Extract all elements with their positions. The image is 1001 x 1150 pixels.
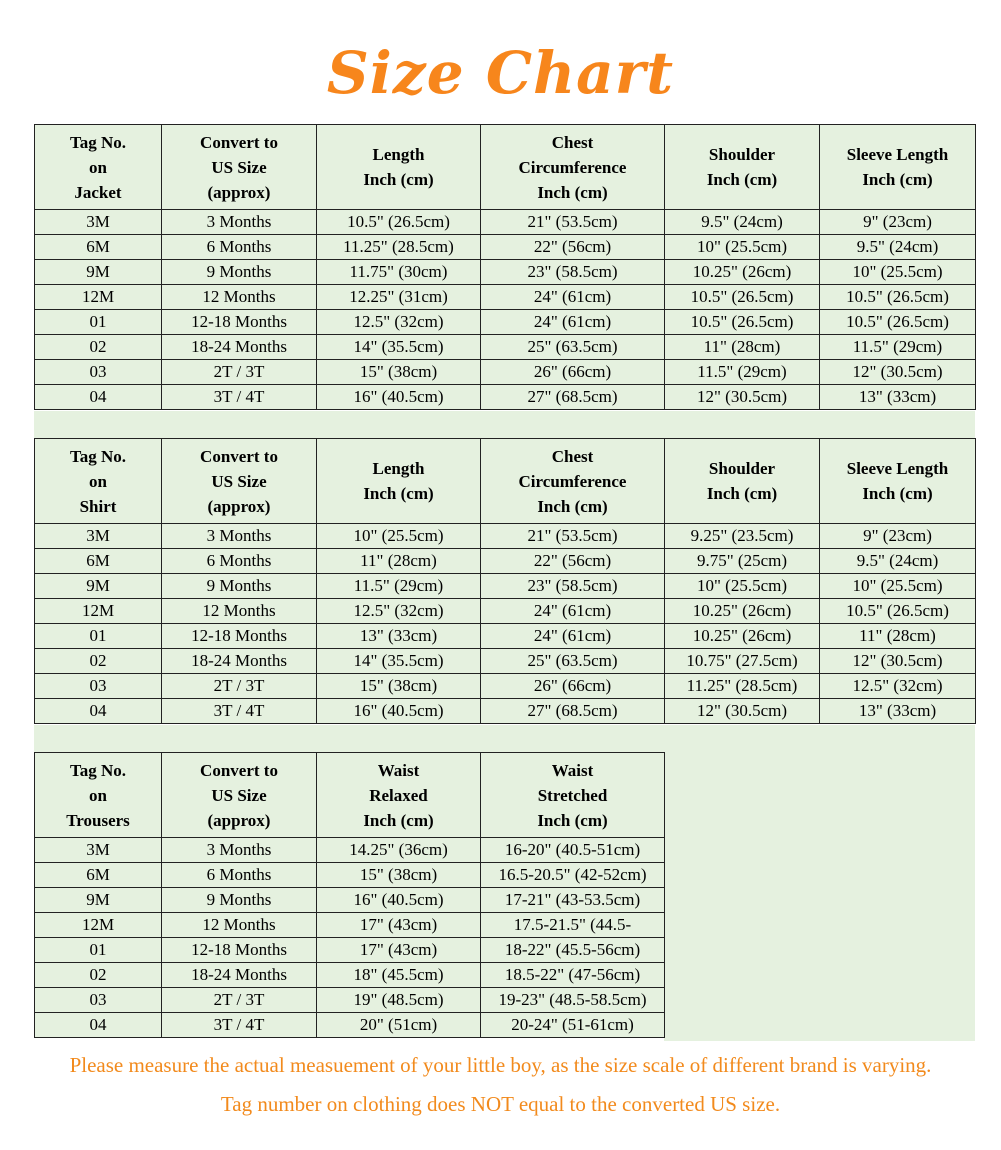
- header-line: Jacket: [74, 182, 122, 202]
- table-cell: 12.5" (32cm): [317, 599, 481, 624]
- table-cell: 11.5" (29cm): [665, 360, 820, 385]
- table-cell: 10.25" (26cm): [665, 599, 820, 624]
- table-cell: 9M: [35, 260, 162, 285]
- table-cell: 15" (38cm): [317, 863, 481, 888]
- table-row: [35, 888, 665, 913]
- header-line: on: [89, 471, 107, 491]
- table-row: [35, 385, 976, 410]
- table-row: [35, 699, 976, 724]
- table-cell: 9.5" (24cm): [820, 549, 976, 574]
- table-cell: 9.25" (23.5cm): [665, 524, 820, 549]
- column-header: [35, 439, 162, 524]
- header-line: (approx): [207, 182, 271, 202]
- table-cell: 12" (30.5cm): [820, 360, 976, 385]
- header-line: Tag No.: [69, 760, 127, 780]
- table-cell: 9 Months: [162, 574, 317, 599]
- table-row: [35, 963, 665, 988]
- column-header: [481, 753, 665, 838]
- column-header: [162, 125, 317, 210]
- trousers-size-table: [34, 752, 665, 1038]
- table-cell: 11" (28cm): [665, 335, 820, 360]
- column-header: [317, 439, 481, 524]
- table-cell: 18.5-22" (47-56cm): [481, 963, 665, 988]
- table-cell: 11" (28cm): [317, 549, 481, 574]
- header-line: Trousers: [66, 810, 130, 830]
- table-cell: 13" (33cm): [820, 699, 976, 724]
- table-cell: 16" (40.5cm): [317, 888, 481, 913]
- table-cell: 17" (43cm): [317, 913, 481, 938]
- table-cell: 02: [35, 649, 162, 674]
- header-line: Inch (cm): [363, 484, 434, 503]
- table-spacer: [664, 752, 975, 1041]
- table-cell: 11.5" (29cm): [820, 335, 976, 360]
- table-cell: 6M: [35, 863, 162, 888]
- table-cell: 9.5" (24cm): [665, 210, 820, 235]
- table-cell: 20-24" (51-61cm): [481, 1013, 665, 1038]
- table-row: [35, 838, 665, 863]
- table-row: [35, 574, 976, 599]
- table-cell: 12-18 Months: [162, 624, 317, 649]
- table-cell: 01: [35, 310, 162, 335]
- table-cell: 10" (25.5cm): [820, 574, 976, 599]
- table-cell: 11.25" (28.5cm): [317, 235, 481, 260]
- table-cell: 03: [35, 988, 162, 1013]
- table-cell: 10.5" (26.5cm): [820, 310, 976, 335]
- table-row: [35, 549, 976, 574]
- table-cell: 23" (58.5cm): [481, 574, 665, 599]
- table-spacer: [34, 411, 975, 438]
- table-cell: 6M: [35, 235, 162, 260]
- table-cell: 12" (30.5cm): [665, 385, 820, 410]
- table-cell: 22" (56cm): [481, 549, 665, 574]
- header-line: Inch (cm): [862, 170, 933, 189]
- table-cell: 12-18 Months: [162, 310, 317, 335]
- table-cell: 3M: [35, 210, 162, 235]
- header-line: Inch (cm): [537, 810, 608, 830]
- table-cell: 04: [35, 385, 162, 410]
- table-cell: 21" (53.5cm): [481, 524, 665, 549]
- table-cell: 02: [35, 335, 162, 360]
- table-cell: 3T / 4T: [162, 699, 317, 724]
- header-line: Tag No.: [69, 446, 127, 466]
- table-cell: 10.5" (26.5cm): [820, 285, 976, 310]
- table-cell: 15" (38cm): [317, 674, 481, 699]
- header-line: on: [89, 157, 107, 177]
- table-cell: 18-24 Months: [162, 335, 317, 360]
- column-header: [317, 125, 481, 210]
- table-cell: 24" (61cm): [481, 310, 665, 335]
- table-header-row: [35, 125, 976, 210]
- table-cell: 6 Months: [162, 863, 317, 888]
- header-line: Relaxed: [369, 785, 428, 805]
- table-cell: 20" (51cm): [317, 1013, 481, 1038]
- table-cell: 12 Months: [162, 913, 317, 938]
- table-cell: 3 Months: [162, 524, 317, 549]
- table-cell: 24" (61cm): [481, 624, 665, 649]
- table-cell: 27" (68.5cm): [481, 699, 665, 724]
- table-cell: 12 Months: [162, 285, 317, 310]
- table-cell: 9 Months: [162, 888, 317, 913]
- measure-note: Please measure the actual measuement of your little boy, as the size scale of different brand is varying.: [69, 1053, 932, 1077]
- table-cell: 14.25" (36cm): [317, 838, 481, 863]
- table-cell: 3M: [35, 524, 162, 549]
- header-line: Inch (cm): [706, 170, 778, 189]
- jacket-size-table: [34, 124, 976, 410]
- table-cell: 16-20" (40.5-51cm): [481, 838, 665, 863]
- column-header: [317, 753, 481, 838]
- table-cell: 18-24 Months: [162, 963, 317, 988]
- shirt-size-table: [34, 438, 976, 724]
- column-header: [481, 439, 665, 524]
- table-cell: 10.5" (26.5cm): [317, 210, 481, 235]
- table-cell: 16" (40.5cm): [317, 699, 481, 724]
- table-row: [35, 360, 976, 385]
- table-row: [35, 863, 665, 888]
- table-row: [35, 599, 976, 624]
- table-cell: 13" (33cm): [317, 624, 481, 649]
- table-row: [35, 335, 976, 360]
- table-cell: 12.5" (32cm): [820, 674, 976, 699]
- header-line: Chest: [551, 132, 594, 152]
- header-line: (approx): [207, 496, 271, 516]
- table-cell: 18-24 Months: [162, 649, 317, 674]
- table-cell: 10" (25.5cm): [317, 524, 481, 549]
- header-line: Inch (cm): [363, 810, 434, 830]
- header-line: Shoulder: [708, 459, 776, 478]
- header-line: Convert to: [200, 446, 278, 466]
- table-cell: 12.25" (31cm): [317, 285, 481, 310]
- table-cell: 16" (40.5cm): [317, 385, 481, 410]
- table-cell: 17" (43cm): [317, 938, 481, 963]
- table-cell: 9" (23cm): [820, 210, 976, 235]
- table-cell: 01: [35, 624, 162, 649]
- header-line: Inch (cm): [706, 484, 778, 503]
- table-cell: 11.5" (29cm): [317, 574, 481, 599]
- table-cell: 2T / 3T: [162, 360, 317, 385]
- table-cell: 10.75" (27.5cm): [665, 649, 820, 674]
- header-line: Length: [372, 459, 425, 478]
- table-cell: 9 Months: [162, 260, 317, 285]
- table-cell: 01: [35, 938, 162, 963]
- table-cell: 23" (58.5cm): [481, 260, 665, 285]
- table-cell: 12" (30.5cm): [820, 649, 976, 674]
- column-header: [665, 125, 820, 210]
- table-row: [35, 913, 665, 938]
- table-cell: 17-21" (43-53.5cm): [481, 888, 665, 913]
- header-line: (approx): [207, 810, 271, 830]
- header-line: Inch (cm): [537, 496, 608, 516]
- table-cell: 13" (33cm): [820, 385, 976, 410]
- table-cell: 25" (63.5cm): [481, 335, 665, 360]
- column-header: [162, 753, 317, 838]
- table-header-row: [35, 439, 976, 524]
- header-line: Tag No.: [69, 132, 127, 152]
- table-row: [35, 235, 976, 260]
- table-cell: 18-22" (45.5-56cm): [481, 938, 665, 963]
- header-line: Waist: [551, 760, 594, 780]
- table-cell: 12M: [35, 913, 162, 938]
- header-line: US Size: [211, 157, 267, 177]
- table-row: [35, 524, 976, 549]
- table-cell: 19-23" (48.5-58.5cm): [481, 988, 665, 1013]
- table-cell: 12.5" (32cm): [317, 310, 481, 335]
- header-line: Circumference: [518, 157, 627, 177]
- column-header: [820, 439, 976, 524]
- table-row: [35, 624, 976, 649]
- table-cell: 3 Months: [162, 838, 317, 863]
- header-line: Inch (cm): [862, 484, 933, 503]
- column-header: [35, 753, 162, 838]
- table-cell: 22" (56cm): [481, 235, 665, 260]
- table-cell: 3T / 4T: [162, 385, 317, 410]
- header-line: Stretched: [537, 785, 608, 805]
- table-cell: 02: [35, 963, 162, 988]
- table-cell: 9M: [35, 574, 162, 599]
- header-line: US Size: [211, 471, 267, 491]
- table-cell: 27" (68.5cm): [481, 385, 665, 410]
- table-cell: 11.25" (28.5cm): [665, 674, 820, 699]
- table-cell: 14" (35.5cm): [317, 649, 481, 674]
- table-cell: 3M: [35, 838, 162, 863]
- header-line: Sleeve Length: [846, 459, 949, 478]
- table-cell: 26" (66cm): [481, 360, 665, 385]
- table-cell: 24" (61cm): [481, 599, 665, 624]
- table-cell: 6 Months: [162, 235, 317, 260]
- table-cell: 25" (63.5cm): [481, 649, 665, 674]
- table-cell: 18" (45.5cm): [317, 963, 481, 988]
- table-cell: 12M: [35, 285, 162, 310]
- table-cell: 17.5-21.5" (44.5-: [481, 913, 665, 938]
- table-cell: 16.5-20.5" (42-52cm): [481, 863, 665, 888]
- header-line: Convert to: [200, 760, 278, 780]
- column-header: [665, 439, 820, 524]
- table-row: [35, 210, 976, 235]
- table-cell: 26" (66cm): [481, 674, 665, 699]
- table-cell: 04: [35, 1013, 162, 1038]
- header-line: Inch (cm): [537, 182, 608, 202]
- header-line: Length: [372, 145, 425, 164]
- table-cell: 2T / 3T: [162, 674, 317, 699]
- table-cell: 15" (38cm): [317, 360, 481, 385]
- table-cell: 6 Months: [162, 549, 317, 574]
- table-cell: 10.25" (26cm): [665, 624, 820, 649]
- table-cell: 10" (25.5cm): [820, 260, 976, 285]
- table-cell: 14" (35.5cm): [317, 335, 481, 360]
- page-title: Size Chart: [326, 39, 675, 107]
- table-row: [35, 674, 976, 699]
- header-line: Chest: [551, 446, 594, 466]
- table-cell: 24" (61cm): [481, 285, 665, 310]
- table-row: [35, 310, 976, 335]
- table-header-row: [35, 753, 665, 838]
- table-cell: 03: [35, 360, 162, 385]
- header-line: Circumference: [518, 471, 627, 491]
- table-cell: 6M: [35, 549, 162, 574]
- table-row: [35, 1013, 665, 1038]
- table-cell: 12-18 Months: [162, 938, 317, 963]
- table-cell: 9.5" (24cm): [820, 235, 976, 260]
- table-cell: 10" (25.5cm): [665, 574, 820, 599]
- table-cell: 10.25" (26cm): [665, 260, 820, 285]
- table-row: [35, 285, 976, 310]
- table-cell: 3 Months: [162, 210, 317, 235]
- table-spacer: [34, 725, 975, 752]
- header-line: Shirt: [79, 496, 117, 516]
- column-header: [820, 125, 976, 210]
- column-header: [35, 125, 162, 210]
- table-cell: 9" (23cm): [820, 524, 976, 549]
- table-row: [35, 260, 976, 285]
- table-cell: 12M: [35, 599, 162, 624]
- header-line: Sleeve Length: [846, 145, 949, 164]
- table-cell: 21" (53.5cm): [481, 210, 665, 235]
- table-row: [35, 938, 665, 963]
- table-cell: 19" (48.5cm): [317, 988, 481, 1013]
- column-header: [481, 125, 665, 210]
- header-line: US Size: [211, 785, 267, 805]
- tag-note: Tag number on clothing does NOT equal to the converted US size.: [220, 1092, 781, 1116]
- table-cell: 04: [35, 699, 162, 724]
- table-cell: 9.75" (25cm): [665, 549, 820, 574]
- table-cell: 9M: [35, 888, 162, 913]
- header-line: Convert to: [200, 132, 278, 152]
- table-cell: 11" (28cm): [820, 624, 976, 649]
- table-cell: 10.5" (26.5cm): [665, 285, 820, 310]
- column-header: [162, 439, 317, 524]
- table-row: [35, 649, 976, 674]
- table-cell: 12" (30.5cm): [665, 699, 820, 724]
- header-line: on: [89, 785, 107, 805]
- table-cell: 03: [35, 674, 162, 699]
- header-line: Waist: [377, 760, 420, 780]
- table-cell: 10.5" (26.5cm): [665, 310, 820, 335]
- table-cell: 11.75" (30cm): [317, 260, 481, 285]
- table-cell: 2T / 3T: [162, 988, 317, 1013]
- table-row: [35, 988, 665, 1013]
- header-line: Shoulder: [708, 145, 776, 164]
- table-cell: 3T / 4T: [162, 1013, 317, 1038]
- table-cell: 10" (25.5cm): [665, 235, 820, 260]
- table-cell: 12 Months: [162, 599, 317, 624]
- table-cell: 10.5" (26.5cm): [820, 599, 976, 624]
- header-line: Inch (cm): [363, 170, 434, 189]
